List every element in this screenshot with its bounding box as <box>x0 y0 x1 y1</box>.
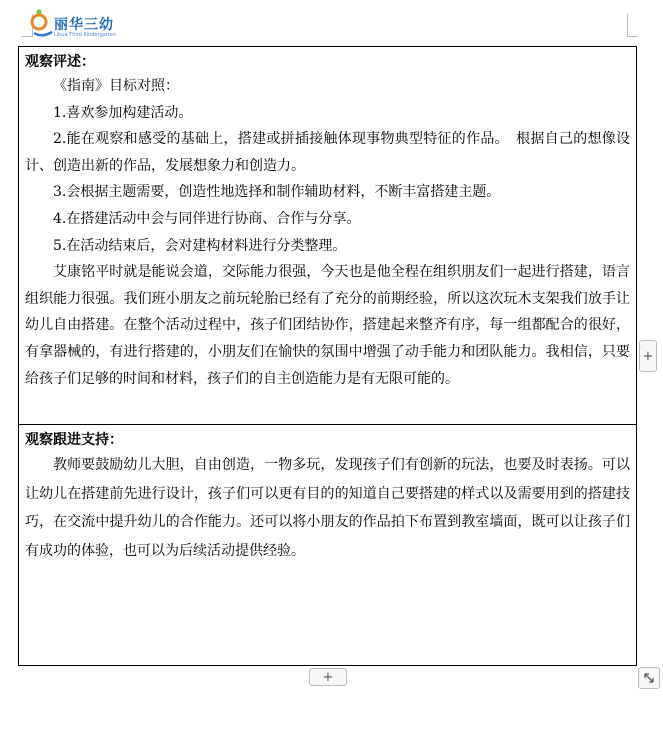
follow-up-support-label: 观察跟进支持： <box>25 432 123 448</box>
add-column-button[interactable]: + <box>639 340 657 372</box>
paragraph: 2.能在观察和感受的基础上，搭建或拼插接触体现事物典型特征的作品。 根据自己的想像设计、创造出新的作品，发展想象力和创造力。 <box>25 131 630 174</box>
page-corner-mark-right <box>627 14 638 37</box>
paragraph: 4.在搭建活动中会与同伴进行协商、合作与分享。 <box>53 210 361 227</box>
paragraph: 教师要鼓励幼儿大胆，自由创造，一物多玩，发现孩子们有创新的玩法，也要及时表扬。可以让幼儿在搭建前先进行设计，孩子们可以更有目的的知道自己要搭建的样式以及需要用到的搭建技巧，在交流中提升幼儿的合作能力。还可以将小朋友的作品拍下布置到教室墙面，既可以让孩子们有成功的体验，也可以为后续活动提供经验。 <box>25 457 630 560</box>
follow-up-support-cell[interactable] <box>19 425 636 665</box>
logo-subtitle: Lihua Third Kindergarten <box>54 32 117 38</box>
paragraph: 艾康铭平时就是能说会道，交际能力很强，今天也是他全程在组织朋友们一起进行搭建，语言组织能力很强。我们班小朋友之前玩轮胎已经有了充分的前期经验，所以这次玩木支架我们放手让幼儿自由搭建。在整个活动过程中，孩子们团结协作，搭建起来整齐有序，每一组都配合的很好，有拿器械的，有进行搭建的，小朋友们在愉快的氛围中增强了动手能力和团队能力。我相信，只要给孩子们足够的时间和材料，孩子们的自主创造能力是有无限可能的。 <box>25 264 630 387</box>
paragraph: 《指南》目标对照： <box>53 78 179 94</box>
paragraph: 5.在活动结束后，会对建构材料进行分类整理。 <box>53 237 347 254</box>
resize-icon <box>639 668 659 688</box>
observation-comment-label: 观察评述： <box>25 54 95 70</box>
add-row-button[interactable]: + <box>309 668 347 686</box>
observation-table <box>18 46 637 666</box>
paragraph: 3.会根据主题需要，创造性地选择和制作辅助材料，不断丰富搭建主题。 <box>53 184 501 201</box>
logo-text: 丽华三幼 <box>54 17 114 33</box>
paragraph: 1.喜欢参加构建活动。 <box>53 104 193 121</box>
table-resize-handle[interactable] <box>638 667 660 689</box>
observation-comment-cell[interactable] <box>19 47 636 425</box>
